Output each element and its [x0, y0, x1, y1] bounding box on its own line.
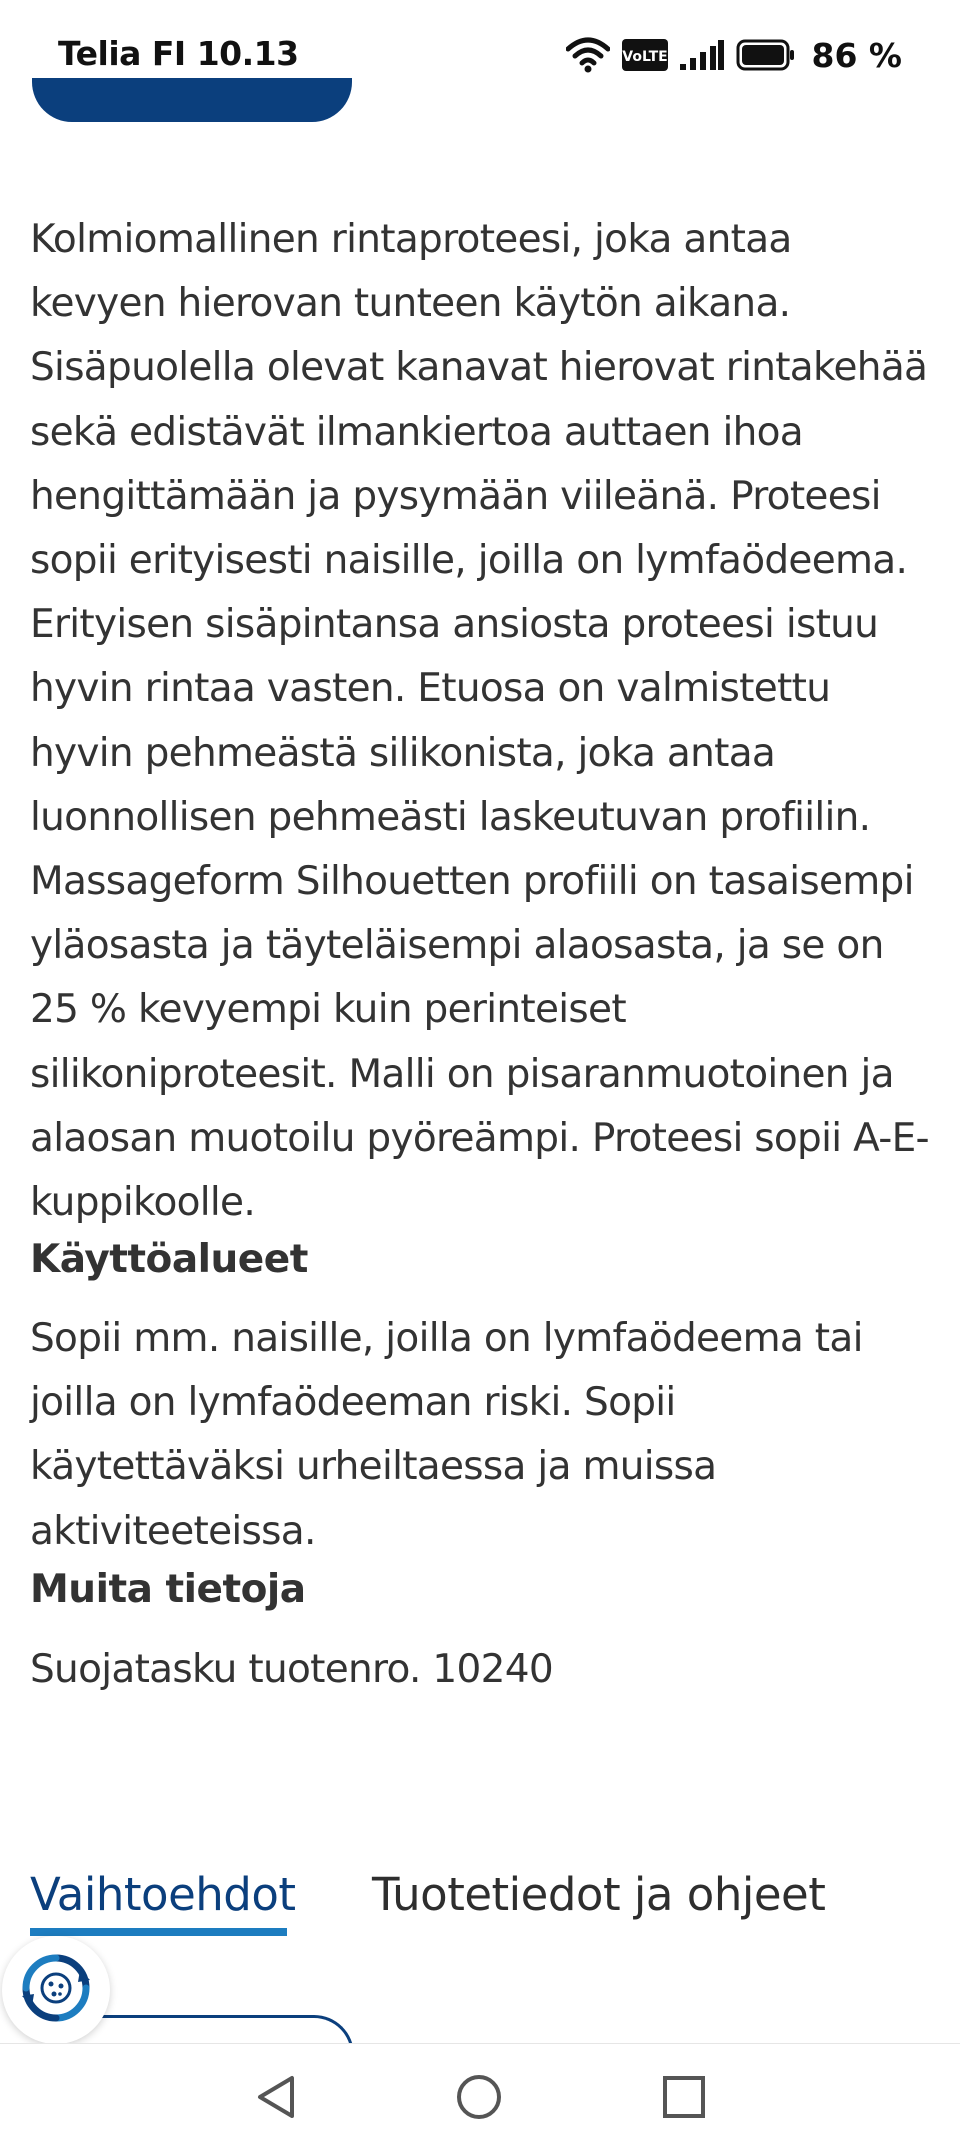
signal-icon: [680, 40, 724, 70]
volte-icon: [622, 39, 668, 71]
battery-icon: [736, 39, 796, 71]
other-info-heading: Muita tietoja: [30, 1567, 306, 1612]
system-navigation-bar: [0, 2043, 960, 2145]
volte-label: VoLTE: [621, 49, 668, 65]
usage-heading: Käyttöalueet: [30, 1237, 308, 1282]
cookie-settings-icon: [18, 1950, 94, 2030]
home-button[interactable]: [454, 2072, 504, 2122]
back-button[interactable]: [252, 2072, 302, 2122]
wifi-icon: [566, 37, 610, 73]
accessibility-settings-button[interactable]: [2, 1936, 110, 2044]
recents-button[interactable]: [659, 2072, 709, 2122]
product-description: Kolmiomallinen rintaproteesi, joka antaa kevyen hierovan tunteen käytön aikana. Sisäpuolella olevat kanavat hierovat rintakehää sekä edistävät ilmankiertoa auttaen ihoa hengittämään ja pysymään viileänä. Proteesi sopii erityisesti naisille, joilla on lymfaödeema. Erityisen sisäpintansa ansiosta proteesi istuu hyvin rintaa vasten. Etuosa on valmistettu hyvin pehmeästä silikonista, joka antaa luonnollisen pehmeästi laskeutuvan profiilin. Massageform Silhouetten profiili on tasaisempi yläosasta ja täyteläisempi alaosasta, ja se on 25 % kevyempi kuin perinteiset silikoniproteesit. Malli on pisaranmuotoinen ja alaosan muotoilu pyöreämpi. Proteesi sopii A-E-kuppikoolle.: [30, 217, 929, 1226]
battery-percent: 86 %: [811, 35, 902, 75]
tab-tuotetiedot[interactable]: Tuotetiedot ja ohjeet: [372, 1868, 826, 1921]
recents-icon: [659, 2107, 709, 2126]
back-icon: [252, 2107, 302, 2126]
product-description-section: [30, 208, 935, 1235]
tab-vaihtoehdot[interactable]: Vaihtoehdot: [30, 1868, 296, 1921]
carrier-time: Telia FI 10.13: [58, 34, 299, 73]
other-info-text: Suojatasku tuotenro. 10240: [30, 1647, 553, 1692]
usage-text: Sopii mm. naisille, joilla on lymfaödeema tai joilla on lymfaödeeman riski. Sopii käytettäväksi urheiltaessa ja muissa aktiviteeteissa.: [30, 1316, 863, 1554]
home-icon: [454, 2107, 504, 2126]
status-icons: [566, 30, 902, 80]
top-button-partial[interactable]: [32, 78, 352, 122]
active-tab-indicator: [30, 1928, 287, 1936]
